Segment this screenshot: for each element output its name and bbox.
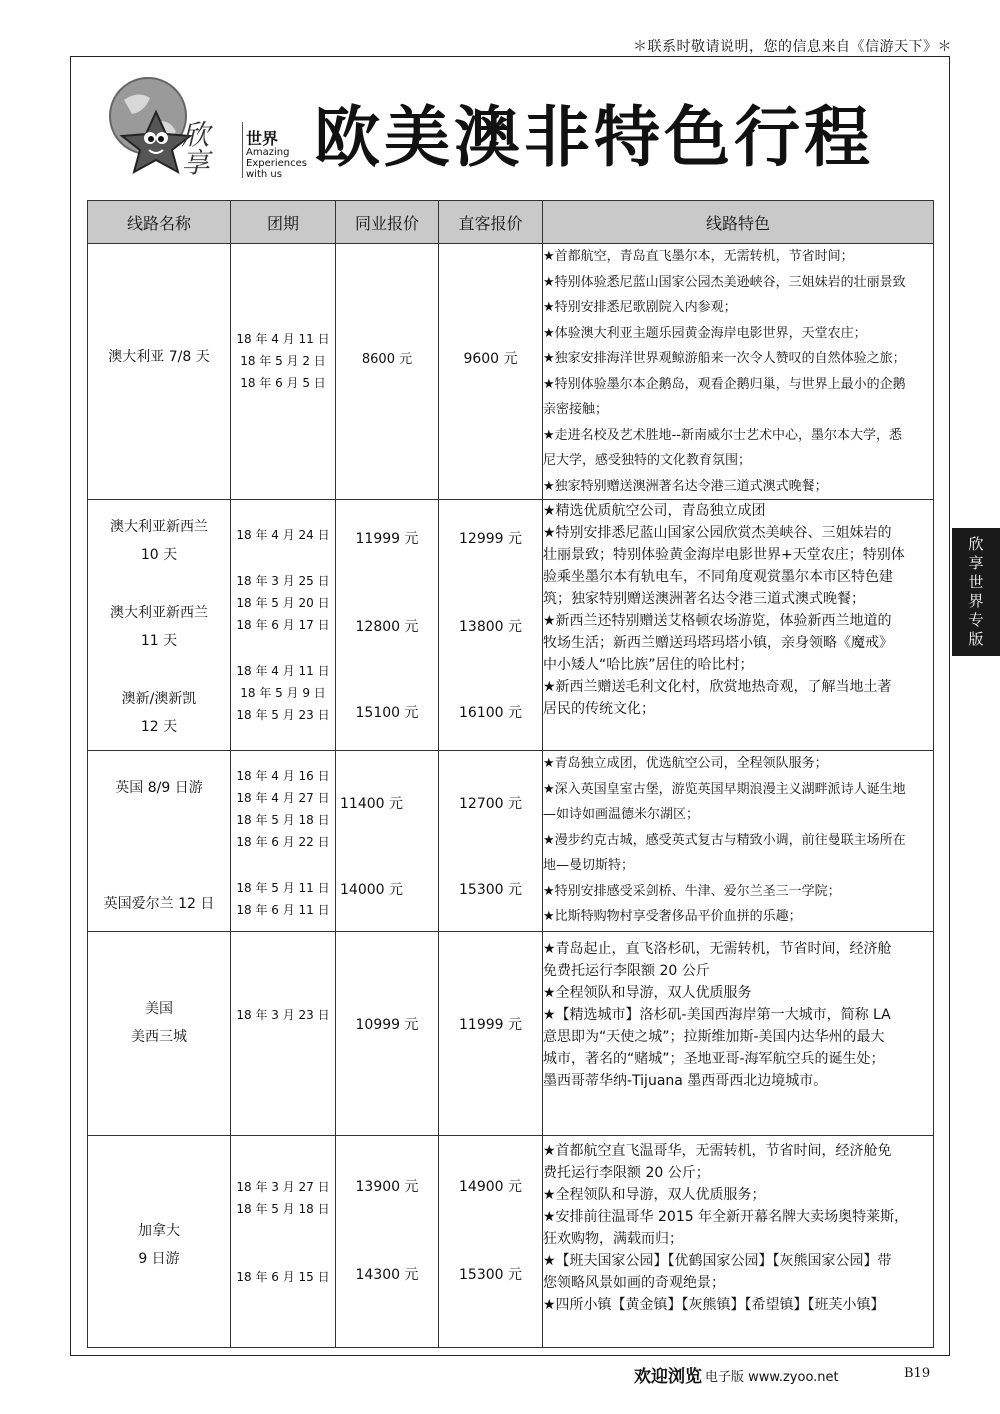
date-item: 18 年 4 月 11 日: [236, 332, 330, 346]
feature-line: 地—曼切斯特；: [543, 858, 635, 873]
table-row: [88, 751, 934, 932]
features-cell: [543, 244, 934, 500]
header-retail-price: 直客报价: [439, 201, 543, 244]
table-row: [88, 244, 934, 500]
route-name: 美国: [145, 1001, 173, 1017]
retail-price-cell: [439, 751, 543, 932]
route-name: 11 天: [140, 633, 178, 649]
route-name-cell: [88, 751, 231, 932]
date-item: 18 年 3 月 23 日: [236, 1008, 330, 1022]
date-item: 18 年 3 月 25 日: [236, 574, 330, 588]
dates-cell: [231, 500, 336, 751]
date-item: 18 年 5 月 11 日: [236, 881, 330, 895]
date-item: 18 年 3 月 27 日: [236, 1180, 330, 1194]
trade-price-cell: [336, 500, 439, 751]
header-dates: 团期: [231, 201, 336, 244]
brand-logo: [104, 72, 254, 180]
feature-line: 验乘坐墨尔本有轨电车，不同角度观赏墨尔本市区特色建: [543, 569, 893, 585]
date-item: 18 年 6 月 17 日: [236, 618, 330, 632]
footer-url[interactable]: 电子版 www.zyoo.net: [705, 1370, 839, 1385]
date-item: 18 年 6 月 15 日: [236, 1270, 330, 1284]
retail-price: 9600 元: [463, 351, 518, 367]
route-name: 英国 8/9 日游: [115, 780, 203, 796]
feature-line: ★首都航空直飞温哥华，无需转机，节省时间，经济舱免: [543, 1143, 892, 1159]
feature-line: 壮丽景致；特别体验黄金海岸电影世界+天堂农庄；特别体: [543, 547, 905, 563]
feature-line: 城市，著名的“赌城”；圣地亚哥-海军航空兵的诞生处；: [543, 1051, 885, 1067]
feature-line: 免费托运行李限额 20 公斤: [543, 963, 710, 979]
feature-line: ★【班夫国家公园】【优鹤国家公园】【灰熊国家公园】带: [543, 1253, 892, 1269]
feature-line: ★走进名校及艺术胜地--新南威尔士艺术中心，墨尔本大学，悉: [543, 427, 903, 443]
date-item: 18 年 5 月 20 日: [236, 596, 330, 610]
feature-line: ★漫步约克古城，感受英式复古与精致小调，前往曼联主场所在: [543, 832, 906, 848]
tagline-line-1: Amazing: [246, 147, 290, 158]
route-name: 9 日游: [138, 1251, 180, 1267]
date-item: 18 年 6 月 22 日: [236, 835, 330, 849]
route-name: 加拿大: [138, 1223, 180, 1239]
feature-line: 牧场生活；新西兰赠送玛塔玛塔小镇，亲身领略《魔戒》: [543, 635, 893, 651]
route-name: 10 天: [140, 547, 178, 563]
trade-price-cell: [336, 1136, 439, 1348]
side-tab-char: 界: [968, 592, 984, 610]
trade-price: 8600 元: [361, 352, 413, 367]
date-item: 18 年 4 月 27 日: [236, 791, 330, 805]
retail-price: 16100 元: [459, 705, 522, 721]
feature-line: 亲密接触；: [543, 402, 609, 417]
route-name-cell: [88, 500, 231, 751]
feature-line: 费托运行李限额 20 公斤；: [543, 1165, 710, 1181]
date-item: 18 年 5 月 9 日: [240, 686, 326, 700]
retail-price: 15300 元: [459, 882, 522, 898]
features-cell: [543, 751, 934, 932]
route-name-cell: [88, 1136, 231, 1348]
feature-line: 墨西哥蒂华纳-Tijuana 墨西哥西北边境城市。: [543, 1073, 828, 1089]
feature-line: ★特别安排感受采剑桥、牛津、爱尔兰圣三一学院；: [543, 883, 841, 899]
feature-line: ★独家安排海洋世界观鲸游船来一次令人赞叹的自然体验之旅；: [543, 351, 906, 366]
route-name: 澳新/澳新凯: [121, 691, 197, 707]
route-name: 美西三城: [131, 1029, 187, 1045]
header-features: 线路特色: [543, 201, 934, 244]
retail-price: 11999 元: [459, 1017, 522, 1033]
trade-price-cell: [336, 244, 439, 500]
feature-line: ★独家特别赠送澳洲著名达令港三道式澳式晚餐；: [543, 478, 828, 494]
brand-name: 世界: [246, 129, 279, 148]
route-name: 澳大利亚新西兰: [110, 605, 208, 621]
brand-divider: [242, 122, 243, 178]
retail-price: 14900 元: [459, 1179, 522, 1195]
retail-price-cell: [439, 1136, 543, 1348]
trade-price-cell: [336, 932, 439, 1136]
feature-line: ★精选优质航空公司，青岛独立成团: [543, 503, 766, 519]
table-header-row: [88, 201, 934, 244]
table-row: [88, 932, 934, 1136]
feature-line: ★新西兰还特别赠送艾格顿农场游览，体验新西兰地道的: [543, 613, 892, 629]
feature-line: ★特别体验墨尔本企鹅岛，观看企鹅归巢，与世界上最小的企鹅: [543, 376, 906, 392]
page-number: B19: [904, 1366, 931, 1381]
page-title: 欧美澳非特色行程: [314, 99, 874, 176]
tagline-line-2: Experiences: [246, 158, 307, 169]
retail-price: 15300 元: [459, 1267, 522, 1283]
feature-line: ★青岛起止，直飞洛杉矶，无需转机，节省时间，经济舱: [543, 941, 892, 957]
retail-price-cell: [439, 932, 543, 1136]
retail-price-cell: [439, 500, 543, 751]
feature-line: ★深入英国皇室古堡，游览英国早期浪漫主义湖畔派诗人诞生地: [543, 781, 906, 797]
date-item: 18 年 6 月 5 日: [240, 376, 326, 390]
date-item: 18 年 5 月 23 日: [236, 708, 330, 722]
feature-line: 筑；独家特别赠送澳洲著名达令港三道式澳式晚餐；: [543, 591, 865, 607]
date-item: 18 年 6 月 11 日: [236, 903, 330, 917]
dates-cell: [231, 1136, 336, 1348]
feature-line: ★青岛独立成团，优选航空公司，全程领队服务；: [543, 756, 828, 771]
feature-line: ★全程领队和导游，双人优质服务: [543, 985, 752, 1001]
footer-welcome: 欢迎浏览: [634, 1367, 702, 1387]
trade-price: 10999 元: [355, 1017, 419, 1033]
feature-line: ★【精选城市】洛杉矶-美国西海岸第一大城市，简称 LA: [543, 1007, 891, 1023]
table-row: [88, 1136, 934, 1348]
feature-line: 狂欢购物，满载而归；: [543, 1231, 683, 1247]
side-tab: [952, 528, 1000, 656]
tagline-line-3: with us: [246, 169, 282, 180]
dates-cell: [231, 932, 336, 1136]
trade-price: 15100 元: [355, 705, 419, 721]
route-name-cell: [88, 932, 231, 1136]
feature-line: ★特别安排悉尼蓝山国家公园欣赏杰美峡谷、三姐妹岩的: [543, 525, 892, 541]
trade-price-cell: [336, 751, 439, 932]
side-tab-char: 专: [968, 611, 984, 629]
feature-line: ★比斯特购物村享受奢侈品平价血拼的乐趣；: [543, 909, 802, 924]
side-tab-char: 世: [968, 573, 984, 591]
retail-price-cell: [439, 244, 543, 500]
features-cell: [543, 1136, 934, 1348]
side-tab-char: 版: [968, 630, 984, 648]
routes-table: [87, 200, 934, 1348]
date-item: 18 年 4 月 11 日: [236, 664, 330, 678]
date-item: 18 年 5 月 18 日: [236, 1202, 330, 1216]
retail-price: 12999 元: [459, 531, 522, 547]
feature-line: —如诗如画温德米尔湖区；: [543, 807, 700, 822]
feature-line: ★特别安排悉尼歌剧院入内参观；: [543, 300, 737, 315]
feature-line: 您领略风景如画的奇观绝景；: [543, 1275, 725, 1291]
feature-line: ★新西兰赠送毛利文化村，欣赏地热奇观，了解当地土著: [543, 679, 892, 695]
feature-line: ★四所小镇【黄金镇】【灰熊镇】【希望镇】【班芙小镇】: [543, 1297, 885, 1313]
trade-price: 11999 元: [355, 531, 419, 547]
route-name: 12 天: [140, 719, 178, 735]
trade-price: 14300 元: [355, 1267, 419, 1283]
trade-price: 14000 元: [340, 882, 403, 898]
features-cell: [543, 500, 934, 751]
date-item: 18 年 4 月 24 日: [236, 528, 330, 542]
feature-line: ★体验澳大利亚主题乐园黄金海岸电影世界，天堂农庄；: [543, 325, 867, 341]
table-row: [88, 500, 934, 751]
retail-price: 13800 元: [459, 619, 522, 635]
route-name: 澳大利亚新西兰: [110, 519, 208, 535]
header-trade-price: 同业报价: [336, 201, 439, 244]
header-notice: ＊联系时敬请说明，您的信息来自《信游天下》＊: [633, 39, 952, 55]
trade-price: 12800 元: [355, 619, 419, 635]
feature-line: ★安排前往温哥华 2015 年全新开幕名牌大卖场奥特莱斯，: [543, 1209, 909, 1225]
brand-tagline: [246, 147, 316, 180]
side-tab-char: 享: [968, 554, 984, 572]
feature-line: 中小矮人“哈比族”居住的哈比村；: [543, 657, 754, 673]
feature-line: 意思即为“天使之城”；拉斯维加斯-美国内达华州的最大: [543, 1029, 885, 1045]
feature-line: 尼大学，感受独特的文化教育氛围；: [543, 453, 752, 468]
side-tab-char: 欣: [968, 535, 984, 553]
trade-price: 11400 元: [340, 796, 403, 812]
route-name: 英国爱尔兰 12 日: [103, 896, 215, 912]
route-name-cell: [88, 244, 231, 500]
header-route-name: 线路名称: [88, 201, 231, 244]
date-item: 18 年 5 月 18 日: [236, 813, 330, 827]
feature-line: ★首都航空，青岛直飞墨尔本，无需转机，节省时间；: [543, 249, 854, 264]
date-item: 18 年 5 月 2 日: [240, 354, 326, 368]
dates-cell: [231, 751, 336, 932]
date-item: 18 年 4 月 16 日: [236, 769, 330, 783]
retail-price: 12700 元: [459, 796, 522, 812]
trade-price: 13900 元: [355, 1179, 419, 1195]
dates-cell: [231, 244, 336, 500]
feature-line: ★全程领队和导游，双人优质服务；: [543, 1187, 766, 1203]
feature-line: ★特别体验悉尼蓝山国家公园杰美逊峡谷，三姐妹岩的壮丽景致: [543, 274, 906, 290]
route-name: 澳大利亚 7/8 天: [108, 349, 210, 365]
features-cell: [543, 932, 934, 1136]
brand-logo-text: 欣享: [177, 120, 211, 176]
feature-line: 居民的传统文化；: [543, 701, 655, 717]
